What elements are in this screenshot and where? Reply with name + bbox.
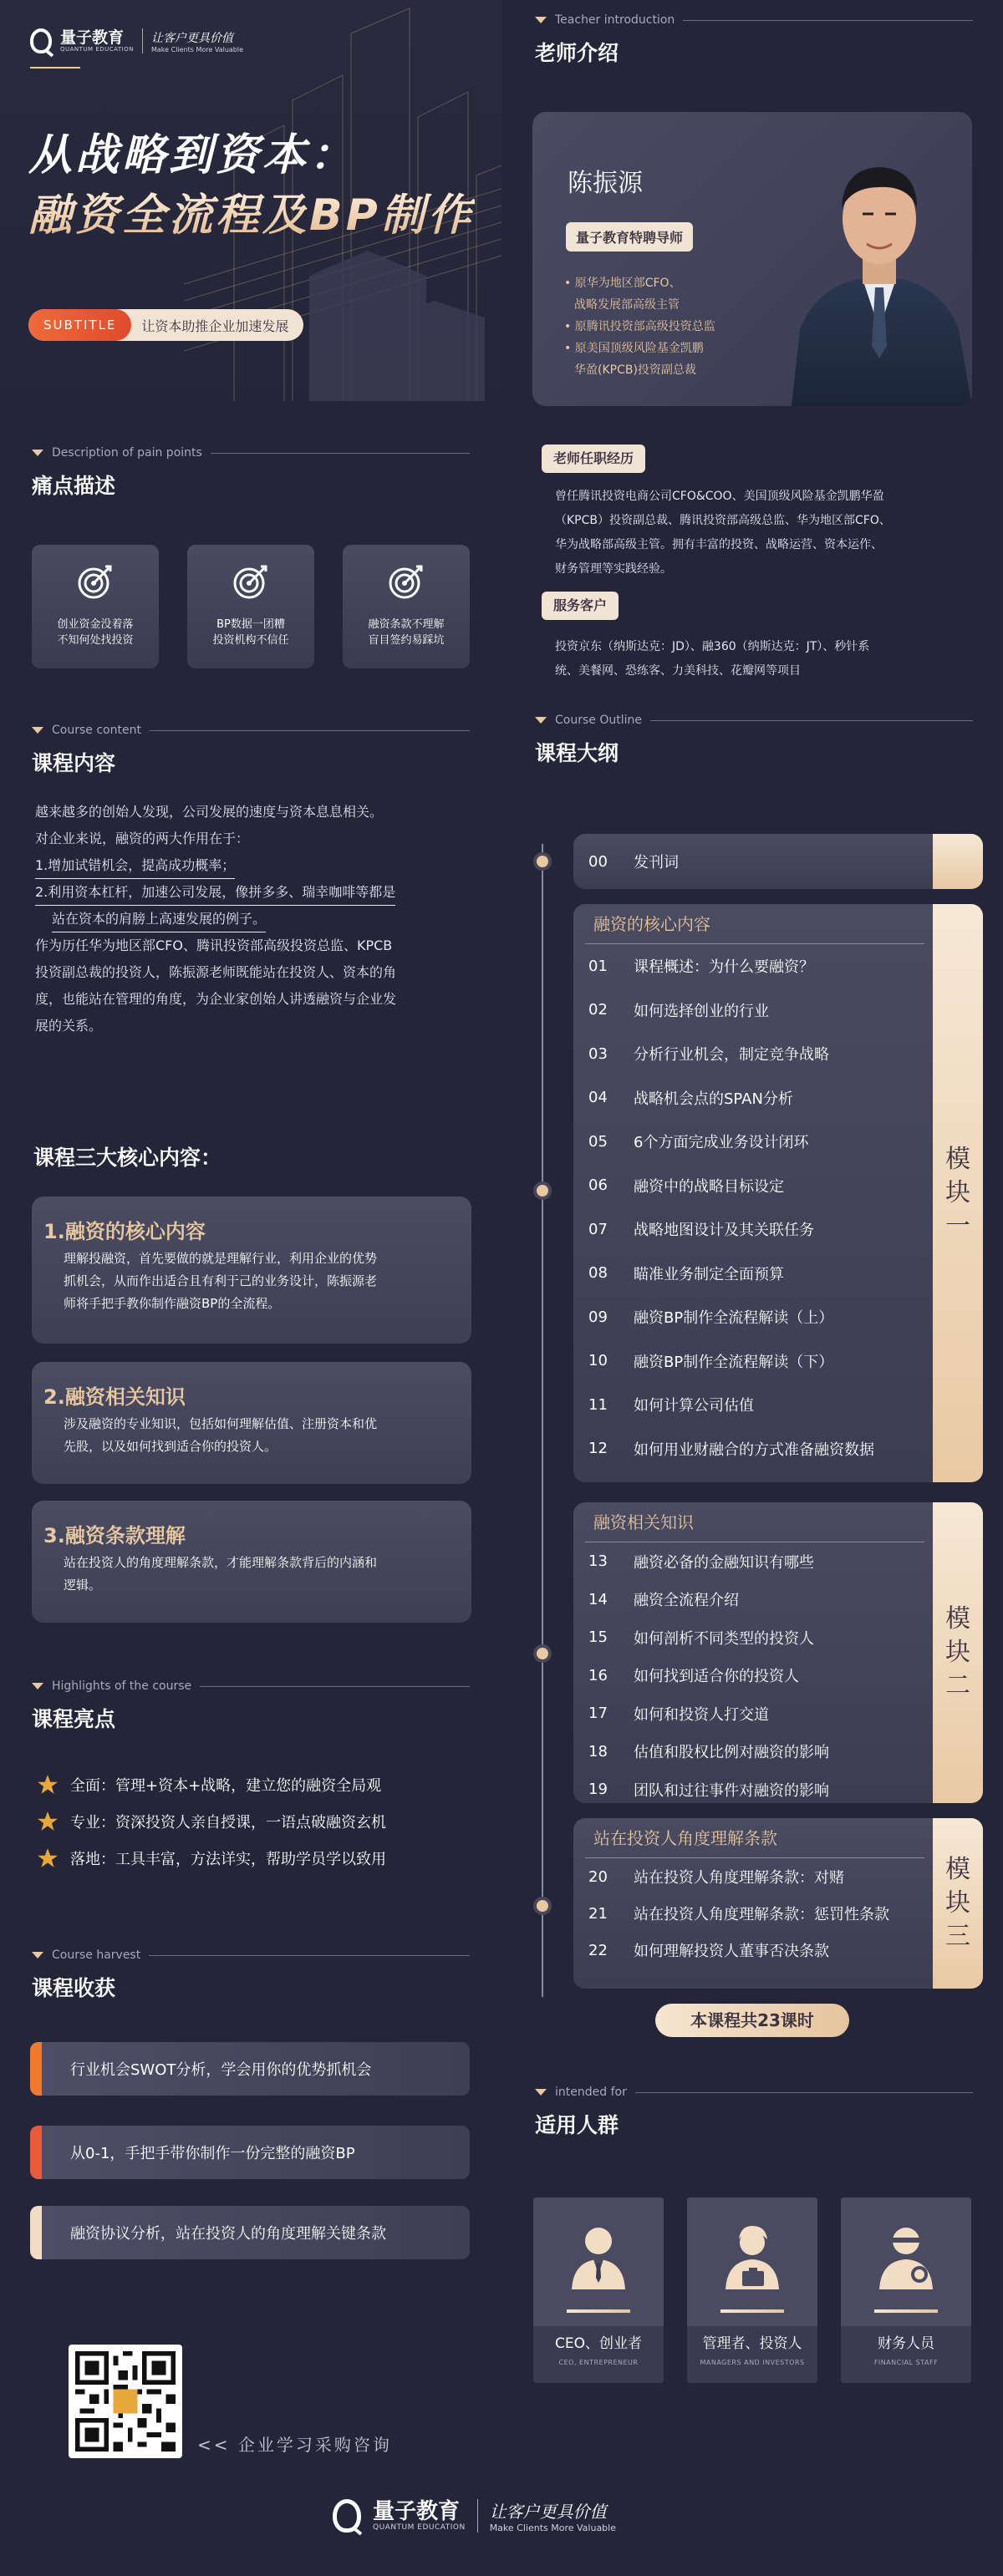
pain-line2: 不知何处找投资 [57, 634, 134, 647]
harvest-bar [30, 2042, 42, 2096]
harvest-item [30, 2206, 470, 2259]
lesson-title: 战略机会点的SPAN分析 [634, 1090, 793, 1108]
core-card [32, 1501, 471, 1623]
harvest-text: 行业机会SWOT分析，学会用你的优势抓机会 [70, 2061, 372, 2079]
highlight-item [37, 1766, 386, 1803]
finance-icon [876, 2223, 936, 2289]
lesson-num: 07 [588, 1220, 608, 1238]
logo-q-icon [333, 2499, 361, 2533]
module-title: 站在投资人角度理解条款 [593, 1828, 777, 1848]
qr-code[interactable] [69, 2345, 182, 2458]
experience-tag: 老师任职经历 [542, 445, 645, 473]
lesson-title: 如何找到适合你的投资人 [634, 1668, 799, 1686]
content-p1: 越来越多的创始人发现，公司发展的速度与资本息息相关。 [35, 804, 384, 820]
core-desc-line: 理解投融资，首先要做的就是理解行业，利用企业的优势 [64, 1251, 378, 1266]
lesson-num: 18 [588, 1742, 608, 1761]
lesson-title: 如何计算公司估值 [634, 1397, 754, 1415]
audience-bar [720, 2309, 784, 2313]
audience-bar [874, 2309, 938, 2313]
teacher-bullet: 战略发展部高级主管 [574, 298, 680, 312]
lesson-num: 00 [588, 852, 608, 871]
audience-cards [533, 2197, 971, 2383]
module-3 [573, 1818, 983, 1989]
highlight-item [37, 1840, 386, 1877]
lesson-row [573, 1427, 983, 1471]
section-rule [650, 720, 973, 721]
lesson-row [573, 1895, 983, 1932]
lesson-row [573, 1542, 983, 1581]
triangle-icon [32, 727, 43, 734]
core-card [32, 1362, 471, 1484]
pain-line1: BP数据一团糟 [216, 618, 285, 631]
audience-card [687, 2197, 817, 2383]
lesson-num: 03 [588, 1044, 608, 1063]
highlights-en: Highlights of the course [52, 1679, 192, 1693]
qr-pattern [75, 2351, 176, 2452]
footer-slogan-cn: 让客户更具价值 [489, 2502, 607, 2522]
lesson-title: 课程概述：为什么要融资？ [634, 958, 814, 977]
subtitle-text: 让资本助推企业加速发展 [141, 318, 289, 334]
slogan-en: Make Clients More Valuable [150, 45, 244, 53]
audience-label-area [841, 2326, 971, 2383]
triangle-icon [32, 1683, 43, 1689]
client-line: 统、美餐网、恐练客、力美科技、花瓣网等项目 [555, 664, 801, 678]
content-p5: 站在资本的肩膀上高速发展的例子。 [52, 907, 266, 932]
logo-q-icon [30, 28, 52, 53]
content-en: Course content [52, 724, 141, 737]
lesson-num: 13 [588, 1552, 608, 1571]
lesson-num: 02 [588, 1001, 608, 1019]
content-body [35, 799, 478, 1039]
lesson-row [573, 834, 983, 889]
core-desc [43, 1413, 453, 1458]
core-desc [43, 1247, 453, 1315]
lesson-num: 16 [588, 1666, 608, 1684]
teacher-en: Teacher introduction [555, 13, 675, 27]
clients-tag: 服务客户 [542, 592, 619, 620]
lesson-row [573, 1858, 983, 1895]
lesson-row [573, 1932, 983, 1969]
consult-text[interactable]: << 企业学习采购咨询 [197, 2435, 392, 2455]
lesson-title: 团队和过往事件对融资的影响 [634, 1781, 829, 1800]
module-2 [573, 1502, 983, 1803]
outline-intro [573, 834, 983, 889]
teacher-bullet: 华盈(KPCB)投资副总裁 [574, 363, 696, 377]
lesson-row [573, 1733, 983, 1771]
pain-line2: 盲目签约易踩坑 [368, 634, 445, 647]
lesson-num: 19 [588, 1781, 608, 1799]
pain-card [343, 545, 470, 668]
experience-text [555, 485, 990, 582]
lesson-num: 09 [588, 1308, 608, 1326]
lesson-num: 21 [588, 1904, 608, 1923]
clients-text [555, 635, 990, 683]
lesson-row [573, 1581, 983, 1619]
harvest-item [30, 2126, 470, 2179]
lesson-num: 14 [588, 1590, 608, 1608]
exp-line: 财务管理等实践经验。 [555, 562, 672, 576]
brand-logo [30, 28, 243, 69]
subtitle-tag: SUBTITLE [28, 309, 131, 341]
lesson-title: 融资中的战略目标设定 [634, 1177, 784, 1196]
lesson-row [573, 944, 983, 988]
lesson-num: 20 [588, 1867, 608, 1886]
lesson-num: 17 [588, 1705, 608, 1723]
audience-section-header [535, 2086, 973, 2139]
core-title: 1.融资的核心内容 [43, 1220, 206, 1243]
teacher-bullets [564, 272, 715, 381]
audience-en: CEO, ENTREPRENEUR [558, 2359, 639, 2366]
audience-cn: 财务人员 [878, 2335, 934, 2352]
star-icon [37, 1811, 59, 1832]
content-p6: 作为历任华为地区部CFO、腾讯投资部高级投资总监、KPCB [35, 937, 393, 953]
teacher-title: 老师介绍 [535, 41, 619, 65]
footer-logo-cn: 量子教育 [373, 2499, 461, 2524]
module-title: 融资相关知识 [593, 1512, 694, 1532]
logo-divider [477, 2499, 478, 2533]
highlight-text: 落地：工具丰富，方法详实，帮助学员学以致用 [70, 1851, 386, 1868]
outline-title: 课程大纲 [535, 741, 619, 765]
pain-title: 痛点描述 [32, 474, 116, 498]
star-icon [37, 1774, 59, 1796]
teacher-bullet: • 原华为地区部CFO、 [564, 277, 681, 290]
target-icon [232, 563, 269, 600]
lesson-num: 05 [588, 1132, 608, 1151]
hero-title-block [28, 125, 475, 246]
footer-logo [333, 2498, 616, 2533]
logo-underline [30, 67, 80, 69]
audience-label-area [533, 2326, 664, 2383]
pain-line2: 投资机构不信任 [212, 634, 289, 647]
timeline-dot [533, 1897, 552, 1915]
content-p8: 度，也能站在管理的角度，为企业家创始人讲透融资与企业发 [35, 991, 397, 1007]
hero-title-line1: 从战略到资本： [28, 130, 357, 180]
lesson-title: 如何剖析不同类型的投资人 [634, 1629, 814, 1648]
total-lessons-pill: 本课程共23课时 [655, 2004, 849, 2037]
section-rule [150, 730, 470, 731]
teacher-card [532, 112, 972, 406]
lesson-title: 融资全流程介绍 [634, 1592, 739, 1610]
module-side-label: 模 块 二 [933, 1502, 983, 1803]
content-p9: 展的关系。 [35, 1018, 103, 1034]
outline-en: Course Outline [555, 714, 642, 727]
module-1 [573, 904, 983, 1482]
highlight-item [37, 1803, 386, 1840]
lesson-num: 04 [588, 1089, 608, 1107]
module-title: 融资的核心内容 [593, 914, 710, 934]
lesson-row [573, 1383, 983, 1427]
ceo-icon [568, 2223, 629, 2289]
lesson-title: 站在投资人角度理解条款：对赌 [634, 1869, 844, 1887]
logo-en: QUANTUM EDUCATION [60, 46, 134, 53]
lesson-row [573, 1164, 983, 1208]
lesson-num: 12 [588, 1440, 608, 1458]
timeline-dot [533, 1644, 552, 1663]
audience-en: intended for [555, 2086, 627, 2099]
harvest-text: 融资协议分析，站在投资人的角度理解关键条款 [70, 2225, 386, 2243]
content-title: 课程内容 [32, 751, 116, 775]
lesson-title: 如何选择创业的行业 [634, 1002, 769, 1020]
core-desc-line: 先股，以及如何找到适合你的投资人。 [64, 1439, 277, 1454]
harvest-section-header [32, 1949, 470, 2002]
core-card [32, 1197, 471, 1344]
timeline-line [542, 844, 543, 1997]
module-lessons [573, 944, 983, 1471]
pain-line1: 创业资金没着落 [57, 618, 134, 631]
client-line: 投资京东（纳斯达克：JD）、融360（纳斯达克：JT）、秒针系 [555, 640, 870, 653]
timeline-dot [533, 852, 552, 871]
lesson-row [573, 1120, 983, 1164]
audience-label-area [687, 2326, 817, 2383]
lesson-row [573, 1771, 983, 1803]
section-rule [635, 2092, 973, 2093]
section-rule [211, 453, 470, 454]
lesson-num: 10 [588, 1352, 608, 1370]
core-desc-line: 师将手把手教你制作融资BP的全流程。 [64, 1296, 281, 1311]
triangle-icon [32, 450, 43, 456]
pain-section-header [32, 446, 470, 500]
pain-line1: 融资条款不理解 [368, 618, 445, 631]
lesson-title: 如何用业财融合的方式准备融资数据 [634, 1440, 874, 1459]
logo-divider [142, 28, 143, 53]
content-p3: 1.增加试错机会，提高成功概率； [35, 853, 235, 879]
content-p2: 对企业来说，融资的两大作用在于： [35, 831, 250, 846]
manager-icon [722, 2223, 782, 2289]
lesson-title: 如何和投资人打交道 [634, 1705, 769, 1724]
triangle-icon [32, 1952, 43, 1959]
lesson-title: 发刊词 [634, 854, 679, 871]
highlights-title: 课程亮点 [32, 1707, 116, 1731]
teacher-bullet: • 原腾讯投资部高级投资总监 [564, 320, 715, 333]
intro-side [933, 834, 983, 889]
lesson-row [573, 1032, 983, 1076]
core-heading: 课程三大核心内容： [33, 1146, 222, 1170]
content-p7: 投资副总裁的投资人，陈振源老师既能站在投资人、资本的角 [35, 964, 397, 980]
lesson-num: 11 [588, 1395, 608, 1414]
lesson-num: 01 [588, 957, 608, 975]
section-rule [149, 1955, 470, 1956]
teacher-badge: 量子教育特聘导师 [566, 222, 693, 252]
lesson-row [573, 1207, 983, 1252]
highlights-section-header [32, 1679, 470, 1733]
harvest-title: 课程收获 [32, 1976, 116, 2000]
teacher-name: 陈振源 [568, 169, 643, 198]
harvest-bar [30, 2206, 42, 2259]
triangle-icon [535, 17, 547, 23]
module-side-label: 模 块 一 [933, 904, 983, 1482]
outline-section-header [535, 714, 973, 767]
pain-cards [32, 545, 470, 668]
lesson-title: 瞄准业务制定全面预算 [634, 1265, 784, 1283]
triangle-icon [535, 2089, 547, 2096]
target-icon [77, 563, 114, 600]
pain-card [32, 545, 159, 668]
footer-slogan-en: Make Clients More Valuable [489, 2523, 616, 2533]
lesson-row [573, 1657, 983, 1695]
lesson-title: 分析行业机会，制定竞争战略 [634, 1046, 829, 1064]
lesson-num: 22 [588, 1941, 608, 1959]
subtitle-pill [28, 309, 303, 341]
lesson-title: 估值和股权比例对融资的影响 [634, 1744, 829, 1762]
content-section-header [32, 724, 470, 777]
target-icon [388, 563, 425, 600]
hero-title-line2: 融资全流程及BP制作 [28, 185, 475, 246]
core-title: 3.融资条款理解 [43, 1524, 186, 1547]
module-lessons [573, 1858, 983, 1969]
section-rule [683, 20, 973, 21]
lesson-row [573, 1618, 983, 1657]
lesson-row [573, 1252, 983, 1296]
highlight-text: 全面：管理+资本+战略，建立您的融资全局观 [70, 1777, 382, 1795]
audience-cn: 管理者、投资人 [702, 2335, 802, 2352]
core-title: 2.融资相关知识 [43, 1385, 186, 1409]
lesson-num: 15 [588, 1628, 608, 1647]
audience-title: 适用人群 [535, 2113, 619, 2137]
lesson-row [573, 1339, 983, 1384]
core-desc-line: 抓机会，从而作出适合且有利于己的业务设计，陈振源老 [64, 1273, 378, 1288]
lesson-row [573, 988, 983, 1033]
lesson-row [573, 1295, 983, 1339]
core-desc-line: 逻辑。 [64, 1578, 102, 1593]
highlights-list [37, 1766, 386, 1877]
content-p4: 2.利用资本杠杆，加速公司发展，像拼多多、瑞幸咖啡等都是 [35, 880, 395, 906]
star-icon [37, 1847, 59, 1869]
audience-bar [567, 2309, 630, 2313]
lesson-title: 战略地图设计及其关联任务 [634, 1222, 814, 1240]
lesson-title: 站在投资人角度理解条款：惩罚性条款 [634, 1906, 889, 1923]
lesson-row [573, 1076, 983, 1120]
module-lessons [573, 1542, 983, 1803]
teacher-bullet: • 原美国顶级风险基金凯鹏 [564, 342, 704, 355]
exp-line: 曾任腾讯投资电商公司CFO&COO、美国顶级风险基金凯鹏华盈 [555, 490, 884, 503]
harvest-text: 从0-1，手把手带你制作一份完整的融资BP [70, 2145, 355, 2162]
lesson-row [573, 1694, 983, 1733]
lesson-title: 融资BP制作全流程解读（下） [634, 1353, 834, 1371]
audience-card [533, 2197, 664, 2383]
harvest-item [30, 2042, 470, 2096]
teacher-photo [783, 120, 972, 406]
section-rule [200, 1686, 470, 1687]
teacher-section-header [535, 13, 973, 67]
lesson-num: 06 [588, 1176, 608, 1195]
audience-card [841, 2197, 971, 2383]
highlight-text: 专业：资深投资人亲自授课，一语点破融资玄机 [70, 1814, 386, 1832]
logo-cn: 量子教育 [60, 28, 125, 47]
footer-logo-en: QUANTUM EDUCATION [373, 2523, 466, 2532]
exp-line: （KPCB）投资副总裁、腾讯投资部高级总监、华为地区部CFO、 [555, 514, 891, 527]
harvest-en: Course harvest [52, 1949, 141, 1962]
lesson-title: 融资BP制作全流程解读（上） [634, 1309, 834, 1328]
audience-en: FINANCIAL STAFF [873, 2359, 939, 2366]
lesson-title: 如何理解投资人董事否决条款 [634, 1943, 829, 1960]
core-desc [43, 1552, 453, 1597]
pain-card [187, 545, 314, 668]
core-desc-line: 涉及融资的专业知识，包括如何理解估值、注册资本和优 [64, 1416, 378, 1431]
lesson-title: 融资必备的金融知识有哪些 [634, 1553, 814, 1572]
slogan-cn: 让客户更具价值 [150, 31, 233, 45]
harvest-bar [30, 2126, 42, 2179]
module-side-label: 模 块 三 [933, 1818, 983, 1989]
lesson-num: 08 [588, 1264, 608, 1283]
audience-cn: CEO、创业者 [555, 2335, 642, 2352]
lesson-title: 6个方面完成业务设计闭环 [634, 1134, 809, 1152]
audience-en: MANAGERS AND INVESTORS [700, 2359, 805, 2366]
exp-line: 华为战略部高级主管。拥有丰富的投资、战略运营、资本运作、 [555, 538, 883, 551]
triangle-icon [535, 717, 547, 724]
pain-en: Description of pain points [52, 446, 202, 460]
core-desc-line: 站在投资人的角度理解条款，才能理解条款背后的内涵和 [64, 1555, 378, 1570]
timeline-dot [533, 1181, 552, 1200]
